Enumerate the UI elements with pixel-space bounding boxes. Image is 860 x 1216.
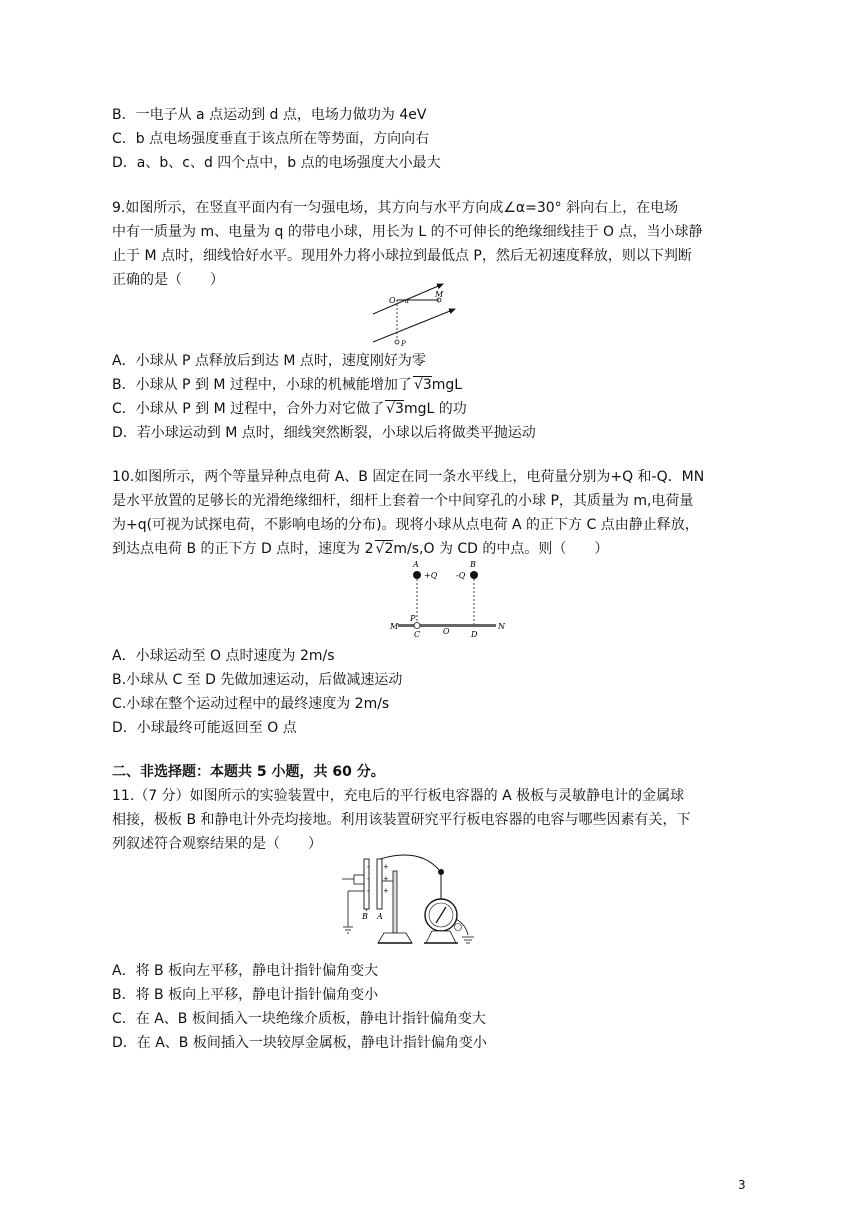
label-p: P: [410, 614, 416, 623]
label-o: O: [389, 296, 396, 305]
electrometer-base: [426, 931, 456, 943]
q9-option-d: D．若小球运动到 M 点时，细线突然断裂，小球以后将做类平抛运动: [112, 425, 536, 441]
label-m: M: [435, 290, 444, 299]
electrometer-ball: [438, 869, 444, 875]
page-number: 3: [738, 1178, 746, 1192]
base-a: [378, 933, 412, 943]
q8-option-d: D．a、b、c、d 四个点中，b 点的电场强度大小最大: [112, 155, 441, 171]
q9-stem-line3: 止于 M 点时，细线恰好水平。现用外力将小球拉到最低点 P，然后无初速度释放，则以下判断: [112, 248, 692, 264]
q11-option-b: B．将 B 板向上平移，静电计指针偏角变小: [112, 987, 379, 1003]
q9-stem-line2: 中有一质量为 m、电量为 q 的带电小球，用长为 L 的不可伸长的绝缘细线挂于 O 点，当小球静: [112, 224, 703, 240]
q10-stem-line2: 是水平放置的足够长的光滑绝缘细杆，细杆上套着一个中间穿孔的小球 P，其质量为 m,电荷量: [112, 493, 694, 509]
label-d: D: [471, 630, 478, 639]
label-b: B: [362, 912, 368, 921]
label-minus-q: -Q: [456, 571, 466, 580]
q11-stem-line2: 相接，极板 B 和静电计外壳均接地。利用该装置研究平行板电容器的电容与哪些因素有关，下: [112, 812, 691, 828]
charge-a: [413, 571, 421, 579]
label-a: A: [413, 560, 419, 569]
q9-option-b: B．小球从 P 到 M 过程中，小球的机械能增加了 √3mgL: [112, 377, 463, 393]
svg-text:+: +: [383, 887, 389, 895]
q10-option-d: D．小球最终可能返回至 O 点: [112, 720, 297, 736]
label-m: M: [390, 622, 399, 631]
ball-p: [414, 623, 420, 629]
field-line-lower: [373, 309, 455, 342]
q11-figure: [340, 851, 492, 949]
plate-a: [377, 859, 382, 909]
q10-option-a: A．小球运动至 O 点时速度为 2m/s: [112, 648, 335, 664]
q10-figure: [386, 558, 512, 640]
q10-option-b: B.小球从 C 至 D 先做加速运动，后做减速运动: [112, 672, 403, 688]
q9-stem-line1: 9.如图所示，在竖直平面内有一匀强电场，其方向与水平方向成∠α=30° 斜向右上，在电场: [112, 200, 679, 216]
q9-stem-line4: 正确的是（ ）: [112, 272, 224, 288]
section-heading: 二、非选择题：本题共 5 小题，共 60 分。: [112, 764, 385, 780]
q9-option-a: A．小球从 P 点释放后到达 M 点时，速度刚好为零: [112, 353, 426, 369]
q11-option-d: D．在 A、B 板间插入一块较厚金属板，静电计指针偏角变小: [112, 1035, 487, 1051]
q9-figure: [365, 282, 465, 348]
svg-text:-: -: [367, 887, 370, 895]
svg-text:-: -: [367, 863, 370, 871]
ground-wire-electrometer: [456, 919, 468, 935]
label-plus-q: +Q: [424, 571, 438, 580]
q10-stem-line4: 到达点电荷 B 的正下方 D 点时，速度为 2 √2m/s,O 为 CD 的中点。则（ ）: [112, 541, 609, 557]
label-b: B: [470, 560, 476, 569]
q9-option-c: C．小球从 P 到 M 过程中，合外力对它做了 √3mgL 的功: [112, 401, 467, 417]
ball-p: [395, 340, 399, 344]
svg-text:+: +: [383, 863, 389, 871]
label-a: A: [377, 912, 383, 921]
charge-b: [470, 571, 478, 579]
label-n: N: [498, 622, 505, 631]
q10-stem-line1: 10.如图所示，两个等量异种点电荷 A、B 固定在同一条水平线上，电荷量分别为+Q 和-Q．MN: [112, 469, 705, 485]
q11-option-c: C．在 A、B 板间插入一块绝缘介质板，静电计指针偏角变大: [112, 1011, 486, 1027]
label-alpha: α: [405, 298, 410, 305]
q10-stem-line3: 为+q(可视为试探电荷，不影响电场的分布)。现将小球从点电荷 A 的正下方 C 点由静止释放，: [112, 517, 699, 533]
svg-text:-: -: [367, 875, 370, 883]
connecting-wire: [380, 855, 440, 871]
label-c: C: [414, 630, 421, 639]
q8-option-c: C．b 点电场强度垂直于该点所在等势面，方向向右: [112, 131, 430, 147]
label-p: P: [401, 340, 406, 348]
svg-text:+: +: [383, 875, 389, 883]
q11-stem-line1: 11.（7 分）如图所示的实验装置中，充电后的平行板电容器的 A 极板与灵敏静电计的金属球: [112, 788, 685, 804]
label-o: O: [443, 627, 450, 636]
q11-option-a: A．将 B 板向左平移，静电计指针偏角变大: [112, 963, 379, 979]
stand-a: [393, 871, 397, 933]
q8-option-b: B．一电子从 a 点运动到 d 点，电场力做功为 4eV: [112, 107, 427, 123]
q11-stem-line3: 列叙述符合观察结果的是（ ）: [112, 836, 322, 852]
q10-option-c: C.小球在整个运动过程中的最终速度为 2m/s: [112, 696, 390, 712]
plate-b-handle: [354, 875, 364, 884]
